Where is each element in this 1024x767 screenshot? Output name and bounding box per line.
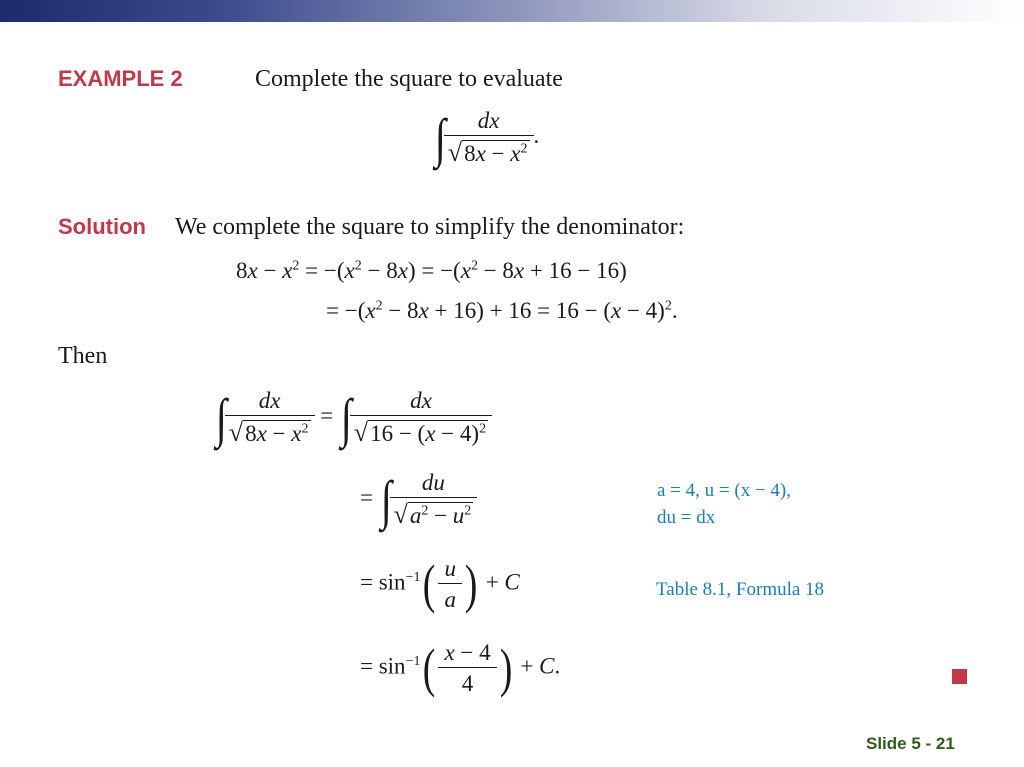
solution-intro: We complete the square to simplify the denominator:: [175, 214, 685, 240]
then-text: Then: [58, 343, 108, 369]
integral-line-2: = ∫ $\frac{du}{√a^2 - u^2}$: [360, 470, 477, 530]
equation-line-1: $8x - x^2 = -(x^2 - 8x) = -(x^2 - 8x + 16 - 16)$: [236, 258, 627, 283]
example-label: EXAMPLE 2: [58, 66, 183, 91]
substitution-note-1: a = 4, u = (x − 4),: [657, 480, 791, 501]
solution-label: Solution: [58, 214, 146, 239]
substitution-note-2: du = dx: [657, 507, 716, 528]
equation-line-2: = $-(x^2 - 8x + 16) + 16 = 16 - (x - 4)^2$.: [326, 298, 678, 323]
integral-line-1: ∫ $\frac{dx}{√8x - x^2}$ = ∫ $\frac{dx}{√16 - (x - 4)^2}$: [214, 388, 492, 448]
result-line-1: = $\sin^{-1}$( $\frac{u}{a}$ ) + C: [360, 554, 520, 615]
slide-number: Slide 5 - 21: [866, 734, 955, 753]
integral-problem: ∫ $\frac{dx}{√8x - x^2}$ .: [434, 107, 540, 168]
end-of-proof-square-icon: [952, 669, 967, 684]
example-prompt: Complete the square to evaluate: [255, 66, 563, 92]
title-bar-gradient: [0, 0, 1024, 22]
result-line-2: = $\sin^{-1}$( $\frac{x - 4}{4}$ ) + C.: [360, 638, 561, 699]
formula-reference: Table 8.1, Formula 18: [656, 579, 825, 600]
